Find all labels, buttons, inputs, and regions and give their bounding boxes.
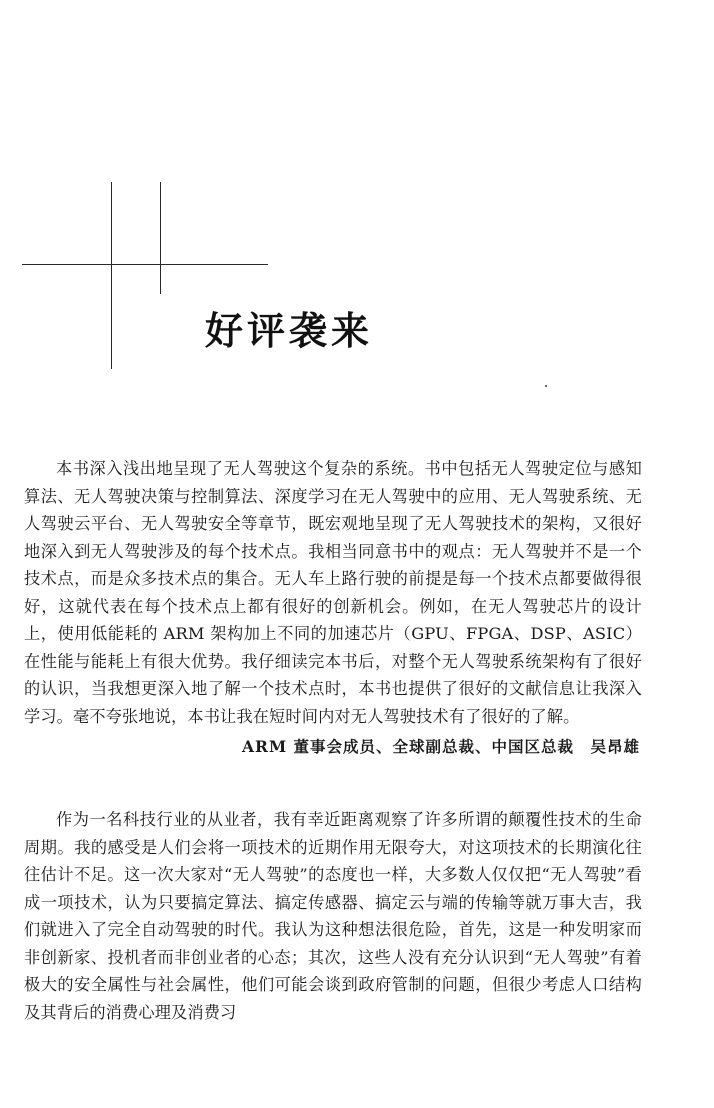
page-title: 好评袭来	[205, 308, 374, 353]
print-speck	[545, 385, 547, 387]
decorative-vertical-line-right	[160, 182, 161, 294]
decorative-vertical-line-left	[111, 182, 112, 369]
review-paragraph-1: 本书深入浅出地呈现了无人驾驶这个复杂的系统。书中包括无人驾驶定位与感知算法、无人驾驶决策与控制算法、深度学习在无人驾驶中的应用、无人驾驶系统、无人驾驶云平台、无人驾驶安全等章节，既宏观地呈现了无人驾驶技术的架构，又很好地深入到无人驾驶涉及的每个技术点。我相当同意书中的观点：无人驾驶并不是一个技术点，而是众多技术点的集合。无人车上路行驶的前提是每一个技术点都要做得很好，这就代表在每个技术点上都有很好的创新机会。例如，在无人驾驶芯片的设计上，使用低能耗的 ARM 架构加上不同的加速芯片（GPU、FPGA、DSP、ASIC）在性能与能耗上有很大优势。我仔细读完本书后，对整个无人驾驶系统架构有了很好的认识，当我想更深入地了解一个技术点时，本书也提供了很好的文献信息让我深入学习。毫不夸张地说，本书让我在短时间内对无人驾驶技术有了很好的了解。	[24, 459, 642, 726]
review-paragraph-2: 作为一名科技行业的从业者，我有幸近距离观察了许多所谓的颠覆性技术的生命周期。我的感受是人们会将一项技术的近期作用无限夸大，对这项技术的长期演化往往估计不足。这一次大家对“无人驾驶”的态度也一样，大多数人仅仅把“无人驾驶”看成一项技术，认为只要搞定算法、搞定传感器、搞定云与端的传输等就万事大吉，我们就进入了完全自动驾驶的时代。我认为这种想法很危险，首先，这是一种发明家而非创新家、投机者而非创业者的心态；其次，这些人没有充分认识到“无人驾驶”有着极大的安全属性与社会属性，他们可能会谈到政府管制的问题，但很少考虑人口结构及其背后的消费心理及消费习	[24, 810, 642, 1022]
decorative-horizontal-line	[22, 264, 268, 265]
review-signature-1: ARM 董事会成员、全球副总裁、中国区总裁 吴昂雄	[242, 737, 640, 756]
